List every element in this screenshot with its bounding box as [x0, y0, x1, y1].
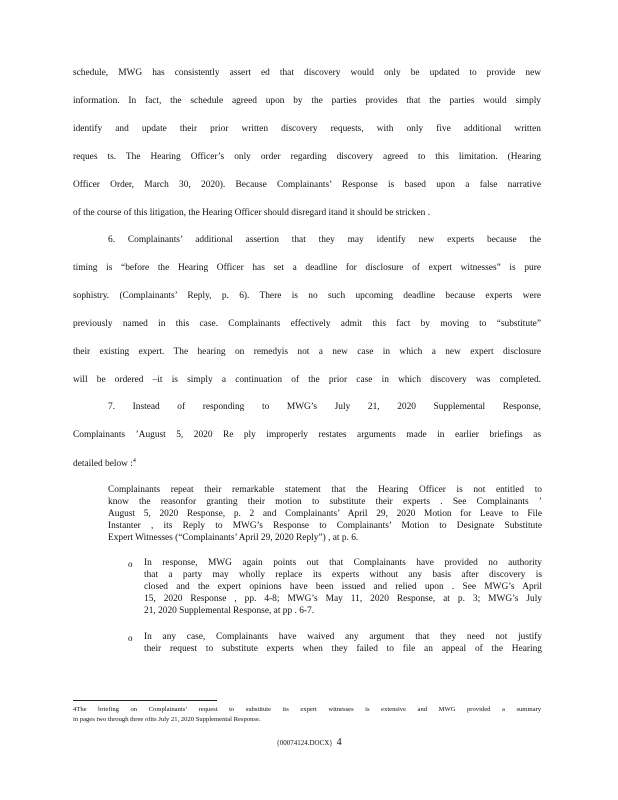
bullet-line: August 5, 2020 Response, p. 2 and Complainants’ April 29, 2020 Motion for Leave to File: [108, 509, 542, 519]
sub-bullet-line: In any case, Complainants have waived any argument that they need not justify: [144, 632, 542, 642]
footnote-separator: [73, 700, 217, 701]
body-line: sophistry. (Complainants’ Reply, p. 6). There is no such upcoming deadline because experts were: [73, 291, 541, 301]
circle-bullet-icon: o: [128, 633, 133, 643]
body-line: information. In fact, the schedule agreed upon by the parties provides that the parties would simply: [73, 96, 541, 106]
footnote-line: 4The briefing on Complainants’ request to substitute its expert witnesses is extensive and MWG provided a summary: [73, 706, 541, 713]
body-line: timing is “before the Hearing Officer has set a deadline for disclosure of expert witnesses” is pure: [73, 263, 541, 273]
body-line-text: detailed below :: [73, 459, 133, 470]
bullet-line: Complainants repeat their remarkable statement that the Hearing Officer is not entitled to: [108, 485, 542, 495]
sub-bullet-line: their request to substitute experts when they failed to file an appeal of the Hearing: [144, 644, 542, 654]
paragraph-6-first-line: 6. Complainants’ additional assertion that they may identify new experts because the: [108, 235, 541, 245]
page-footer: [0, 737, 618, 748]
footnote-line: in pages two through three ofits July 21, 2020 Supplemental Response.: [73, 716, 261, 723]
body-line: [73, 458, 541, 469]
paragraph-7-first-line: 7. Instead of responding to MWG’s July 21, 2020 Supplemental Response,: [108, 402, 541, 412]
bullet-line: know the reasonfor granting their motion to substitute their experts . See Complainants ’: [108, 497, 542, 507]
sub-bullet-line: In response, MWG again points out that Complainants have provided no authority: [144, 558, 542, 568]
footnote-reference: 4: [132, 458, 136, 464]
body-line: of the course of this litigation, the Hearing Officer should disregard itand it should be stricken .: [73, 208, 431, 218]
page-number: 4: [336, 737, 342, 748]
body-line: schedule, MWG has consistently assert ed that discovery would only be updated to provide new: [73, 68, 541, 78]
body-line: identify and update their prior written discovery requests, with only five additional written: [73, 124, 541, 134]
body-line: Complainants ’August 5, 2020 Re ply improperly restates arguments made in earlier briefings as: [73, 430, 541, 440]
sub-bullet-line: that a party may wholly replace its experts without any basis after discovery is: [144, 570, 542, 580]
bullet-line: Instanter , its Reply to MWG’s Response to Complainants’ Motion to Designate Substitute: [108, 521, 542, 531]
bullet-line: Expert Witnesses (“Complainants’ April 29, 2020 Reply”) , at p. 6.: [108, 533, 359, 543]
sub-bullet-line: closed and the expert opinions have been issued and relied upon . See MWG’s April: [144, 582, 542, 592]
sub-bullet-line: 21, 2020 Supplemental Response, at pp . 6-7.: [144, 606, 315, 616]
circle-bullet-icon: o: [128, 559, 133, 569]
document-id: {00074124.DOCX}: [276, 739, 333, 747]
sub-bullet-line: 15, 2020 Response , pp. 4-8; MWG’s May 11, 2020 Response, at p. 3; MWG’s July: [144, 594, 542, 604]
body-line: Officer Order, March 30, 2020). Because Complainants’ Response is based upon a false narrative: [73, 180, 541, 190]
body-line: will be ordered –it is simply a continuation of the prior case in which discovery was completed.: [73, 375, 541, 385]
body-line: reques ts. The Hearing Officer’s only order regarding discovery agreed to this limitation. (Hearing: [73, 152, 541, 162]
body-line: previously named in this case. Complainants effectively admit this fact by moving to “substitute”: [73, 319, 541, 329]
body-line: their existing expert. The hearing on remedyis not a new case in which a new expert disclosure: [73, 347, 541, 357]
